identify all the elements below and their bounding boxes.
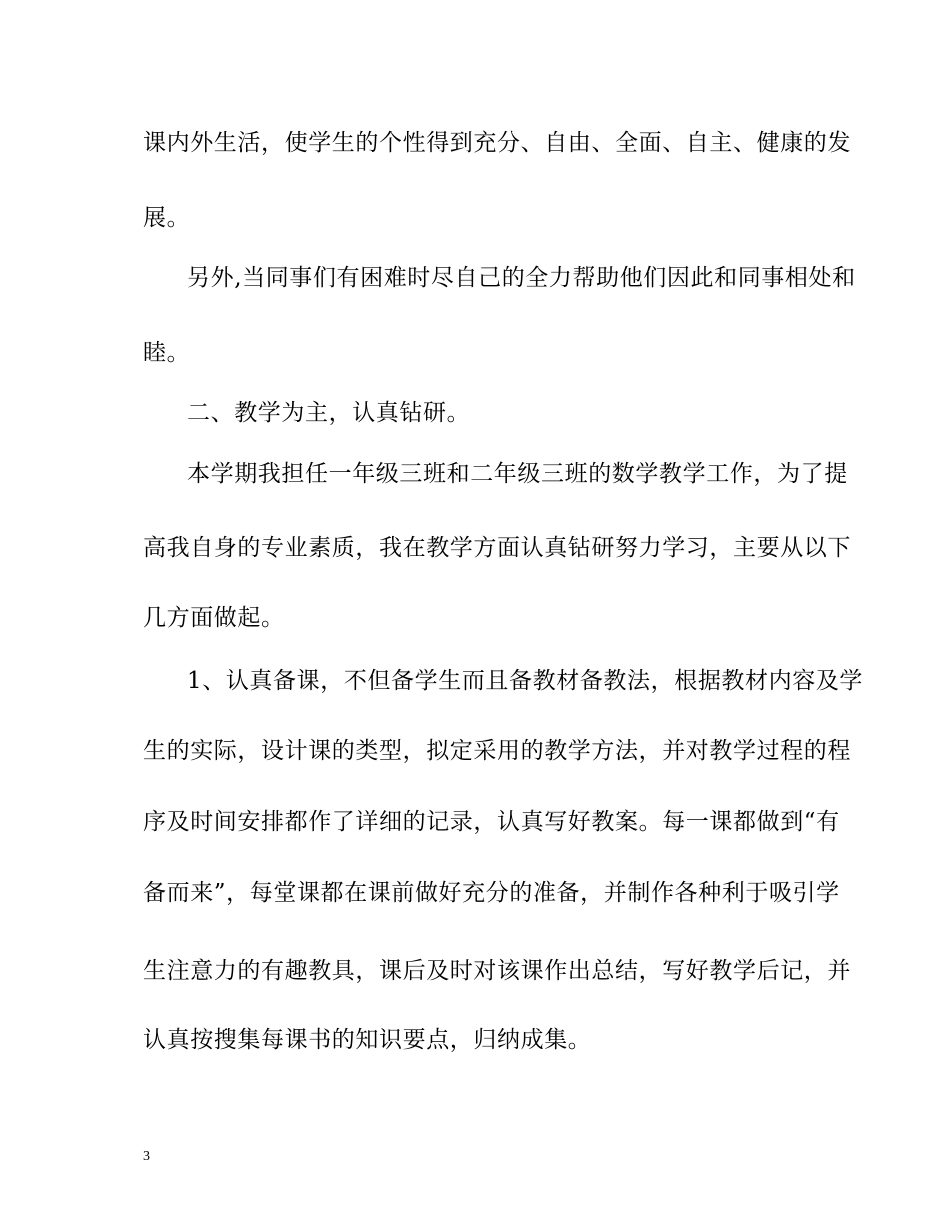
paragraph-line: 生的实际，设计课的类型，拟定采用的教学方法，并对教学过程的程 — [143, 738, 851, 764]
paragraph-line: 睦。 — [143, 340, 191, 366]
section-heading: 二、教学为主，认真钻研。 — [187, 400, 471, 426]
paragraph-line: 展。 — [143, 205, 191, 231]
paragraph-line: 高我自身的专业素质，我在教学方面认真钻研努力学习，主要从以下 — [143, 535, 851, 561]
paragraph-line: 认真按搜集每课书的知识要点，归纳成集。 — [143, 1027, 592, 1053]
paragraph-line: 本学期我担任一年级三班和二年级三班的数学教学工作，为了提 — [187, 461, 848, 487]
page-number: 3 — [143, 1149, 150, 1164]
paragraph-line: 生注意力的有趣教具，课后及时对该课作出总结，写好教学后记，并 — [143, 958, 851, 984]
paragraph-line: 几方面做起。 — [143, 605, 285, 631]
paragraph-line: 1、认真备课，不但备学生而且备教材备教法，根据教材内容及学 — [187, 668, 864, 694]
paragraph-line: 备而来”，每堂课都在课前做好充分的准备，并制作各种利于吸引学 — [143, 880, 840, 906]
paragraph-line: 序及时间安排都作了详细的记录，认真写好教案。每一课都做到“有 — [143, 809, 840, 835]
paragraph-line: 课内外生活，使学生的个性得到充分、自由、全面、自主、健康的发 — [143, 130, 851, 156]
paragraph-line: 另外,当同事们有困难时尽自己的全力帮助他们因此和同事相处和 — [187, 265, 856, 291]
